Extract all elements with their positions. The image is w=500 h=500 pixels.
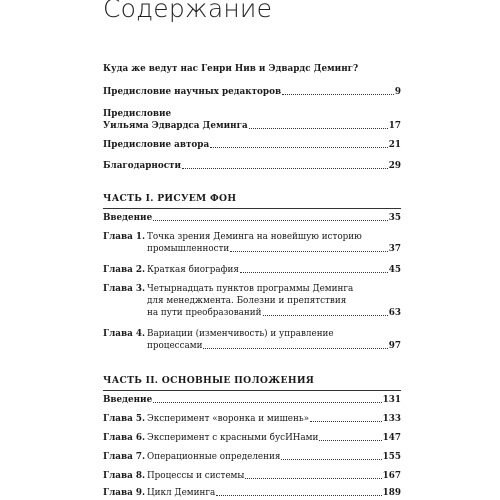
chapter-title-line: Вариации (изменчивость) и управление xyxy=(147,329,334,339)
chapter-title-line: Четырнадцать пунктов программы Деминга xyxy=(147,284,354,294)
toc-leader-dots xyxy=(282,94,394,95)
toc-entry-label: Предисловие автора xyxy=(103,140,210,150)
toc-page-number: 133 xyxy=(382,414,401,424)
chapter-title-line: Эксперимент «воронка и мишень» xyxy=(147,414,310,424)
chapter-title-line: Точка зрения Деминга на новейшую историю xyxy=(147,232,362,242)
toc-entry-label: Введение xyxy=(103,213,153,223)
toc-entry-label: Благодарности xyxy=(103,161,182,171)
toc-leader-dots xyxy=(249,128,388,129)
toc-page-number: 35 xyxy=(388,213,401,223)
chapter-title-line: на пути преобразований xyxy=(147,308,262,318)
toc-intro-line: Куда же ведут нас Генри Нив и Эдвардс Деминг? xyxy=(103,64,359,74)
toc-page-number: 147 xyxy=(382,433,401,443)
toc-leader-dots xyxy=(182,168,388,169)
chapter-label: Глава 3. xyxy=(103,284,146,294)
toc-entry-deming-preface[interactable] xyxy=(103,120,401,132)
chapter-title-line: процессами xyxy=(147,341,203,351)
toc-entry-part1-intro[interactable] xyxy=(103,212,401,224)
chapter-title-line: Операционные определения xyxy=(147,452,281,462)
chapter-title-line: для менеджмента. Болезни и препятствия xyxy=(147,296,347,306)
toc-page-number: 131 xyxy=(382,395,401,405)
toc-leader-dots xyxy=(203,348,387,349)
toc-page-number: 63 xyxy=(388,308,401,318)
toc-leader-dots xyxy=(153,402,381,403)
toc-entry-label: Введение xyxy=(103,395,153,405)
chapter-label: Глава 2. xyxy=(103,265,146,275)
chapter-label: Глава 8. xyxy=(103,471,146,481)
toc-leader-dots xyxy=(245,478,381,479)
toc-page-number: 155 xyxy=(382,452,401,462)
toc-entry-editors-preface[interactable] xyxy=(103,86,401,98)
chapter-label: Глава 1. xyxy=(103,232,146,242)
toc-leader-dots xyxy=(263,315,388,316)
toc-page-number: 37 xyxy=(388,244,401,254)
part-divider-1 xyxy=(103,208,401,209)
chapter-title-line: Эксперимент с красными бусИНами xyxy=(147,433,319,443)
page-title: Содержание xyxy=(103,0,273,23)
toc-leader-dots xyxy=(216,495,381,496)
toc-leader-dots xyxy=(230,251,387,252)
toc-page-number: 45 xyxy=(388,265,401,275)
chapter-label: Глава 9. xyxy=(103,488,146,498)
chapter-title-line: Краткая биография xyxy=(147,265,239,275)
toc-entry-author-preface[interactable] xyxy=(103,139,401,151)
toc-page-number: 21 xyxy=(388,140,401,150)
toc-leader-dots xyxy=(310,421,382,422)
toc-entry-label: Уильяма Эдвардса Деминга xyxy=(103,121,248,131)
chapter-label: Глава 5. xyxy=(103,414,146,424)
toc-leader-dots xyxy=(319,440,381,441)
toc-leader-dots xyxy=(240,272,388,273)
chapter-title-line: Цикл Деминга xyxy=(147,488,216,498)
chapter-label: Глава 4. xyxy=(103,329,146,339)
toc-page-number: 29 xyxy=(388,161,401,171)
toc-leader-dots xyxy=(210,147,388,148)
toc-page-number: 167 xyxy=(382,471,401,481)
chapter-label: Глава 7. xyxy=(103,452,146,462)
toc-page-number: 9 xyxy=(394,87,401,97)
chapter-title-line: промышленности xyxy=(147,244,230,254)
toc-page-number: 17 xyxy=(388,121,401,131)
toc-entry-label: Предисловие научных редакторов xyxy=(103,87,282,97)
chapter-label: Глава 6. xyxy=(103,433,146,443)
part-heading-1: ЧАСТЬ I. РИСУЕМ ФОН xyxy=(103,193,237,204)
toc-page-number: 189 xyxy=(382,488,401,498)
chapter-title-line: Процессы и системы xyxy=(147,471,245,481)
part-divider-2 xyxy=(103,390,401,391)
toc-entry-part2-intro[interactable] xyxy=(103,394,401,406)
toc-entry-acknowledgements[interactable] xyxy=(103,160,401,172)
part-heading-2: ЧАСТЬ II. ОСНОВНЫЕ ПОЛОЖЕНИЯ xyxy=(103,375,315,386)
toc-page-number: 97 xyxy=(388,341,401,351)
toc-entry-deming-preface-line1: Предисловие xyxy=(103,109,172,119)
toc-leader-dots xyxy=(153,220,388,221)
toc-leader-dots xyxy=(281,459,381,460)
